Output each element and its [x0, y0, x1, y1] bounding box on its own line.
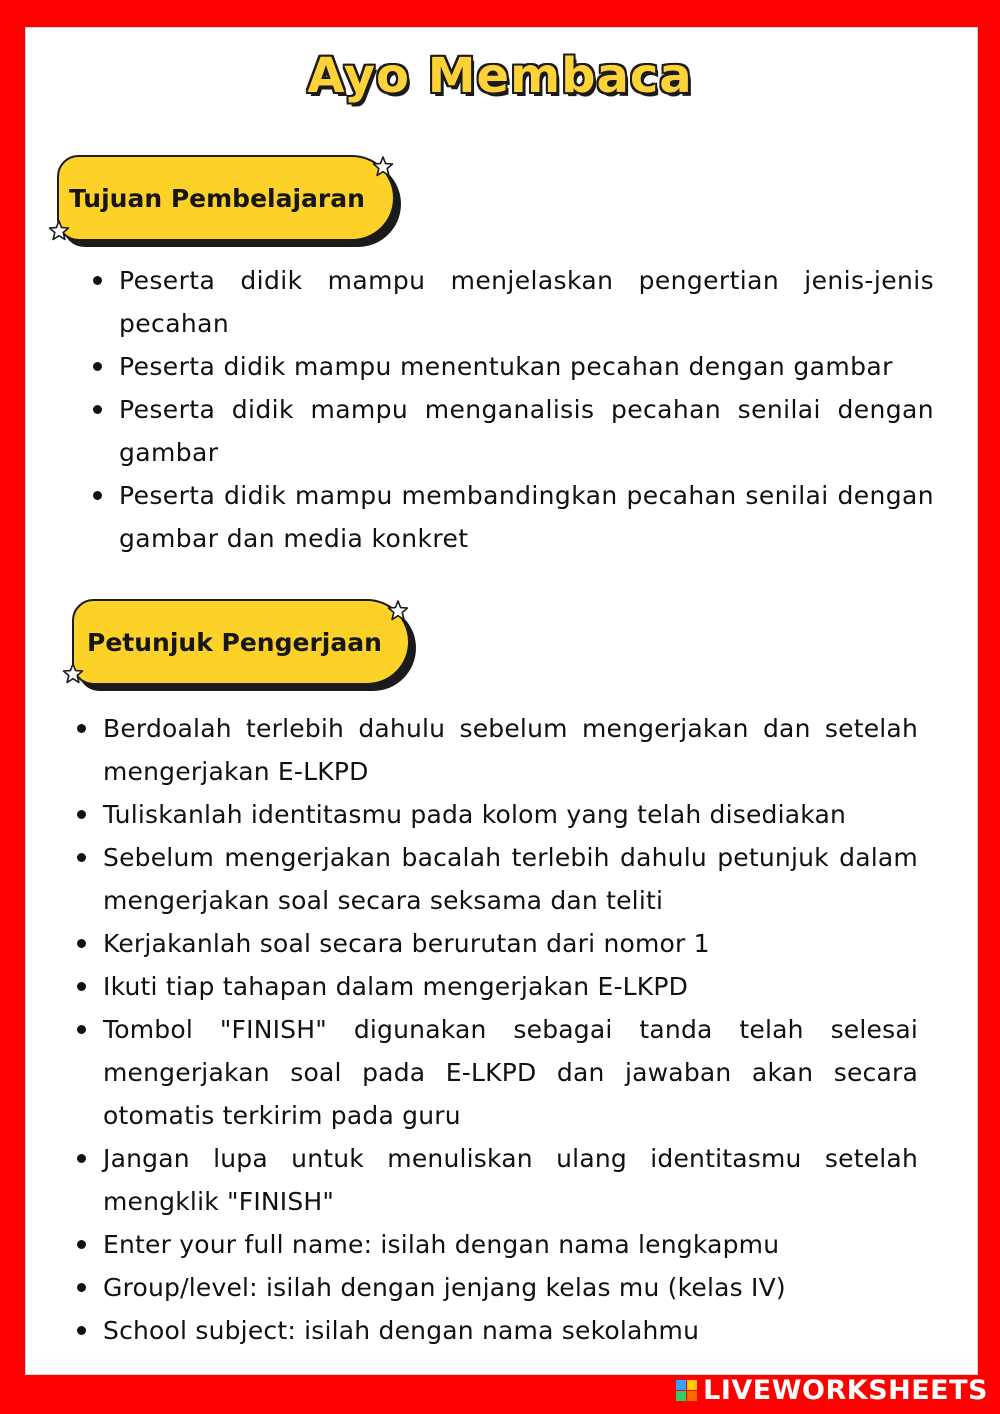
list-item: Peserta didik mampu menentukan pecahan dengan gambar	[92, 345, 934, 388]
page-title: Ayo Membaca	[307, 48, 693, 104]
list-item: Tuliskanlah identitasmu pada kolom yang telah disediakan	[76, 793, 918, 836]
list-item: Jangan lupa untuk menuliskan ulang identitasmu setelah mengklik "FINISH"	[76, 1137, 918, 1223]
list-item: Peserta didik mampu membandingkan pecahan senilai dengan gambar dan media konkret	[92, 474, 934, 560]
tujuan-list	[92, 259, 934, 560]
watermark-text: LIVEWORKSHEETS	[703, 1375, 988, 1406]
star-icon	[386, 599, 410, 623]
section-heading-tujuan: Tujuan Pembelajaran	[69, 183, 365, 213]
petunjuk-list	[76, 707, 918, 1352]
star-icon	[61, 662, 85, 686]
liveworksheets-logo-icon	[676, 1380, 697, 1401]
list-item: Sebelum mengerjakan bacalah terlebih dahulu petunjuk dalam mengerjakan soal secara seksama dan teliti	[76, 836, 918, 922]
section-banner-tujuan	[57, 155, 395, 241]
list-item: Berdoalah terlebih dahulu sebelum mengerjakan dan setelah mengerjakan E-LKPD	[76, 707, 918, 793]
list-item: Group/level: isilah dengan jenjang kelas mu (kelas IV)	[76, 1266, 918, 1309]
list-item: Enter your full name: isilah dengan nama lengkapmu	[76, 1223, 918, 1266]
list-item: Peserta didik mampu menganalisis pecahan senilai dengan gambar	[92, 388, 934, 474]
list-item: Ikuti tiap tahapan dalam mengerjakan E-LKPD	[76, 965, 918, 1008]
liveworksheets-watermark[interactable]	[676, 1375, 988, 1406]
list-item: Peserta didik mampu menjelaskan pengertian jenis-jenis pecahan	[92, 259, 934, 345]
list-item: Kerjakanlah soal secara berurutan dari nomor 1	[76, 922, 918, 965]
list-item: Tombol "FINISH" digunakan sebagai tanda telah selesai mengerjakan soal pada E-LKPD dan jawaban akan secara otomatis terkirim pada guru	[76, 1008, 918, 1137]
star-icon	[371, 155, 395, 179]
section-heading-petunjuk: Petunjuk Pengerjaan	[87, 627, 382, 657]
section-banner-petunjuk	[72, 599, 410, 685]
star-icon	[47, 219, 71, 243]
list-item: School subject: isilah dengan nama sekolahmu	[76, 1309, 918, 1352]
